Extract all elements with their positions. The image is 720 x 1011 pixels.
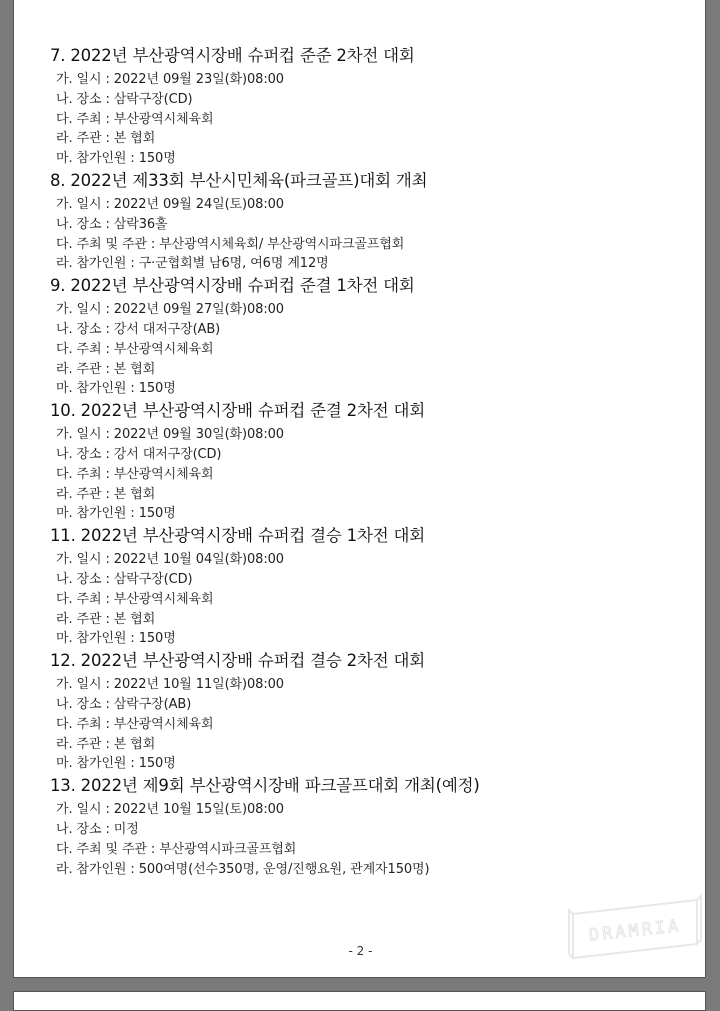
detail-organizer: 라. 주관 : 본 협회 (56, 486, 156, 502)
detail-venue: 나. 장소 : 삼락36홀 (56, 216, 168, 232)
detail-date: 가. 일시 : 2022년 10월 04일(화)08:00 (56, 552, 284, 568)
section-13 (50, 774, 690, 879)
detail-participants: 마. 참가인원 : 150명 (56, 756, 176, 772)
section-7 (50, 44, 690, 169)
section-heading: 13. 2022년 제9회 부산광역시장배 파크골프대회 개최(예정) (50, 776, 480, 796)
detail-host-organizer: 다. 주최 및 주관 : 부산광역시체육회/ 부산광역시파크골프협회 (56, 236, 405, 252)
page-number: - 2 - (348, 944, 373, 958)
detail-participants: 마. 참가인원 : 150명 (56, 151, 176, 167)
detail-host: 다. 주최 : 부산광역시체육회 (56, 716, 214, 732)
detail-date: 가. 일시 : 2022년 09월 27일(화)08:00 (56, 302, 284, 318)
section-11 (50, 524, 690, 649)
section-heading: 12. 2022년 부산광역시장배 슈퍼컵 결승 2차전 대회 (50, 651, 425, 671)
detail-date: 가. 일시 : 2022년 10월 11일(화)08:00 (56, 677, 284, 693)
detail-venue: 나. 장소 : 미정 (56, 821, 139, 837)
document-page (13, 0, 706, 978)
detail-participants: 라. 참가인원 : 500여명(선수350명, 운영/진행요원, 관계자150명) (56, 861, 430, 877)
section-9 (50, 274, 690, 399)
detail-participants: 라. 참가인원 : 구·군협회별 남6명, 여6명 계12명 (56, 256, 329, 272)
detail-venue: 나. 장소 : 강서 대저구장(AB) (56, 321, 221, 337)
section-heading: 11. 2022년 부산광역시장배 슈퍼컵 결승 1차전 대회 (50, 526, 425, 546)
detail-date: 가. 일시 : 2022년 09월 30일(화)08:00 (56, 427, 284, 443)
detail-participants: 마. 참가인원 : 150명 (56, 631, 176, 647)
detail-date: 가. 일시 : 2022년 09월 24일(토)08:00 (56, 196, 284, 212)
detail-venue: 나. 장소 : 삼락구장(AB) (56, 696, 192, 712)
section-heading: 8. 2022년 제33회 부산시민체육(파크골프)대회 개최 (50, 170, 428, 190)
detail-organizer: 라. 주관 : 본 협회 (56, 361, 156, 377)
detail-host: 다. 주최 : 부산광역시체육회 (56, 466, 214, 482)
page-content (50, 44, 690, 879)
section-10 (50, 399, 690, 524)
detail-host: 다. 주최 : 부산광역시체육회 (56, 111, 214, 127)
section-8 (50, 169, 690, 274)
section-heading: 7. 2022년 부산광역시장배 슈퍼컵 준준 2차전 대회 (50, 46, 415, 65)
detail-organizer: 라. 주관 : 본 협회 (56, 611, 156, 627)
detail-participants: 마. 참가인원 : 150명 (56, 506, 176, 522)
detail-venue: 나. 장소 : 강서 대저구장(CD) (56, 446, 222, 462)
detail-participants: 마. 참가인원 : 150명 (56, 381, 176, 397)
svg-text:DRAMRIA: DRAMRIA (587, 916, 683, 946)
section-heading: 10. 2022년 부산광역시장배 슈퍼컵 준결 2차전 대회 (50, 401, 425, 421)
detail-organizer: 라. 주관 : 본 협회 (56, 131, 156, 147)
detail-organizer: 라. 주관 : 본 협회 (56, 736, 156, 752)
detail-date: 가. 일시 : 2022년 09월 23일(화)08:00 (56, 72, 284, 87)
detail-host: 다. 주최 : 부산광역시체육회 (56, 341, 214, 357)
detail-venue: 나. 장소 : 삼락구장(CD) (56, 571, 193, 587)
detail-date: 가. 일시 : 2022년 10월 15일(토)08:00 (56, 802, 284, 818)
detail-host-organizer: 다. 주최 및 주관 : 부산광역시파크골프협회 (56, 841, 297, 857)
next-page-edge (13, 991, 706, 1011)
detail-venue: 나. 장소 : 삼락구장(CD) (56, 91, 193, 107)
section-heading: 9. 2022년 부산광역시장배 슈퍼컵 준결 1차전 대회 (50, 276, 415, 296)
section-12 (50, 649, 690, 774)
detail-host: 다. 주최 : 부산광역시체육회 (56, 591, 214, 607)
